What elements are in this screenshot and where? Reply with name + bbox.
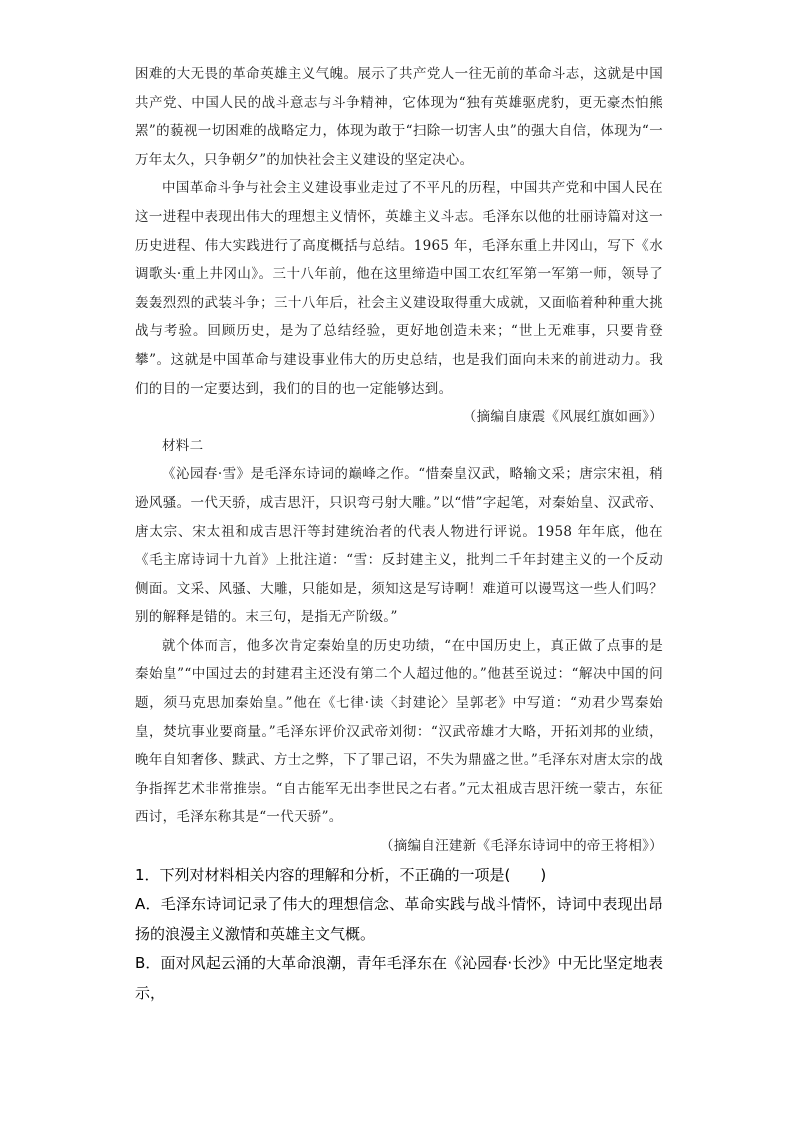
paragraph-4: 就个体而言，他多次肯定秦始皇的历史功绩，“在中国历史上，真正做了点事的是秦始皇”“中国过去的封建君主还没有第二个人超过他的。”他甚至说过：“解决中国的问题，须马克思加秦始皇。”他在《七律·读〈封建论〉呈郭老》中写道：“劝君少骂秦始皇，焚坑事业要商量。”毛泽东评价汉武帝刘彻：“汉武帝雄才大略，开拓刘邦的业绩，晚年自知奢侈、黩武、方士之弊，下了罪己诏，不失为鼎盛之世。”毛泽东对唐太宗的战争指挥艺术非常推崇。“自古能军无出李世民之右者。”元太祖成吉思汗统一蒙古，东征西讨，毛泽东称其是“一代天骄”。 [135, 637, 663, 826]
paragraph-1: 困难的大无畏的革命英雄主义气魄。展示了共产党人一往无前的革命斗志，这就是中国共产党、中国人民的战斗意志与斗争精神，它体现为“独有英雄驱虎豹，更无豪杰怕熊罴”的藐视一切困难的战略定力，体现为敢于“扫除一切害人虫”的强大自信，体现为“一万年太久，只争朝夕”的加快社会主义建设的坚定决心。 [135, 66, 663, 168]
source-citation-2: （摘编自汪建新《毛泽东诗词中的帝王将相》） [379, 838, 663, 855]
paragraph-3: 《沁园春·雪》是毛泽东诗词的巅峰之作。“惜秦皇汉武，略输文采；唐宗宋祖，稍逊风骚。一代天骄，成吉思汗，只识弯弓射大雕。”以“惜”字起笔，对秦始皇、汉武帝、唐太宗、宋太祖和成吉思汗等封建统治者的代表人物进行评说。1958 年年底，他在《毛主席诗词十九首》上批注道：“雪：反封建主义，批判二千年封建主义的一个反动侧面。文采、风骚、大雕，只能如是，须知这是写诗啊！难道可以谩骂这一些人们吗？别的解释是错的。末三句，是指无产阶级。” [135, 466, 663, 626]
document-content [135, 60, 663, 1009]
option-a: A．毛泽东诗词记录了伟大的理想信念、革命实践与战斗情怀，诗词中表现出昂扬的浪漫主义激情和英雄主文气概。 [135, 895, 663, 943]
source-citation-1: （摘编自康震《风展红旗如画》） [462, 409, 663, 426]
paragraph-2: 中国革命斗争与社会主义建设事业走过了不平凡的历程，中国共产党和中国人民在这一进程中表现出伟大的理想主义情怀，英雄主义斗志。毛泽东以他的壮丽诗篇对这一历史进程、伟大实践进行了高度概括与总结。1965 年，毛泽东重上井冈山，写下《水调歌头·重上井冈山》。三十八年前，他在这里缔造中国工农红军第一军第一师，领导了轰轰烈烈的武装斗争；三十八年后，社会主义建设取得重大成就，又面临着种种重大挑战与考验。回顾历史，是为了总结经验，更好地创造未来；“世上无难事，只要肯登攀”。这就是中国革命与建设事业伟大的历史总结，也是我们面向未来的前进动力。我们的目的一定要达到，我们的目的也一定能够达到。 [135, 180, 663, 397]
option-b: B．面对风起云涌的大革命浪潮，青年毛泽东在《沁园春·长沙》中无比坚定地表示， [135, 954, 663, 1002]
question-stem: 1．下列对材料相关内容的理解和分析，不正确的一项是( ) [135, 865, 547, 884]
material-two-heading: 材料二 [162, 437, 204, 454]
